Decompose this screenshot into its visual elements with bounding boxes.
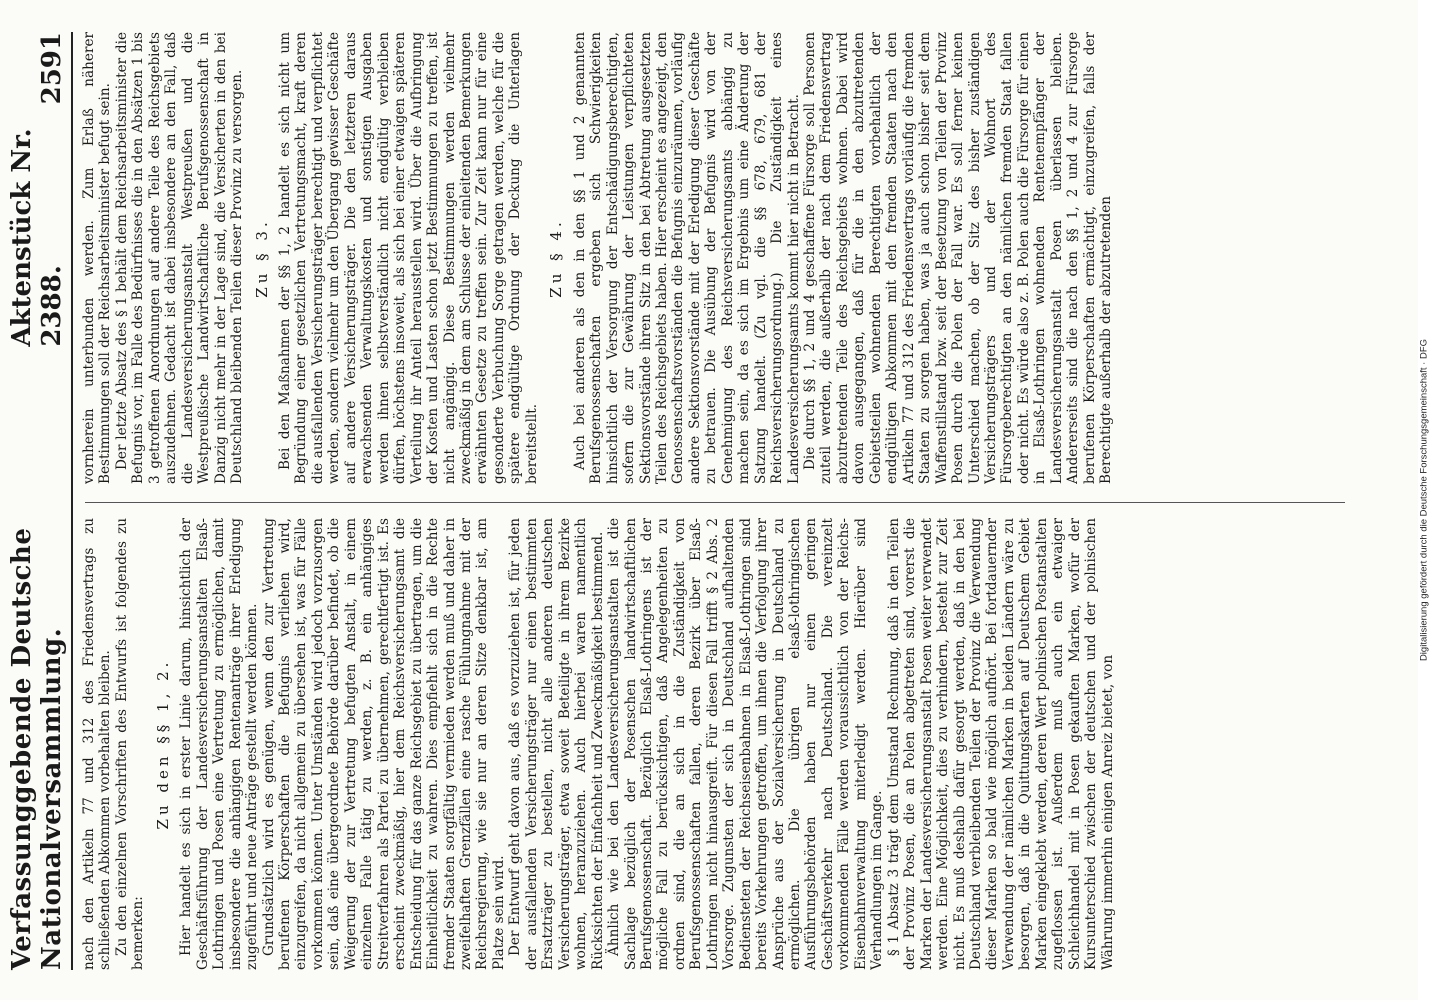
- running-header: [7, 32, 73, 970]
- paragraph: Auch bei anderen als den in den §§ 1 und 2 genannten Berufsgenossenschaften ergeben sich Schwierigkeiten hinsichtlich der Versorgung der Entschädigungsberechtigten, sofern die zur Gewährung der Leistungen verpflichteten Sektionsvorstände ihren Sitz in den bei Abtretung ausgesetzten Teilen des Reichsgebiets haben. Hier erscheint es angezeigt, den Genossenschaftsvorständen die Befugnis einzuräumen, vorläufig andere Sektionsvorstände mit der Erledigung dieser Geschäfte zu betrauen. Die Ausübung der Befugnis wird von der Genehmigung des Reichsversicherungsamts abhängig zu machen sein, da es sich im Ergebnis um eine Änderung der Satzung handelt. (Zu vgl. die §§ 678, 679, 681 der Reichsversicherungsordnung.) Die Zuständigkeit eines Landesversicherungsamts kommt hier nicht in Betracht.: [571, 32, 802, 484]
- paragraph: Ähnlich wie bei den Landesversicherungsanstalten ist die Sachlage bezüglich der Posenschen landwirtschaftlichen Berufsgenossenschaft. Bezüglich Elsaß-Lothringens ist der mögliche Fall zu berücksichtigen, daß Angelegenheiten zu ordnen sind, die an sich in die Zuständigkeit von Berufsgenossenschaften fallen, deren Bezirk über Elsaß-Lothringen nicht hinausgreift. Für diesen Fall trifft § 2 Abs. 2 Vorsorge. Zugunsten der sich in Deutschland aufhaltenden Bediensteten der Reichseisenbahnen in Elsaß-Lothringen sind bereits Vorkehrungen getroffen, um ihnen die Verfolgung ihrer Ansprüche aus der Sozialversicherung in Deutschland zu ermöglichen. Die übrigen elsaß-lothringischen Ausführungsbehörden haben nur einen geringen Geschäftsverkehr nach Deutschland. Die vereinzelt vorkommenden Fälle werden voraussichtlich von der Reichs-Eisenbahnverwaltung miterledigt werden. Hierüber sind Verhandlungen im Gange.: [606, 518, 886, 970]
- paragraph: § 1 Absatz 3 trägt dem Umstand Rechnung, daß in den Teilen der Provinz Posen, die an Polen abgetreten sind, vorerst die Marken der Landesversicherungsanstalt Posen weiter verwendet werden. Eine Möglichkeit, dies zu verhindern, besteht zur Zeit nicht. Es muß deshalb dafür gesorgt werden, daß in den bei Deutschland verbleibenden Teilen der Provinz die Verwendung dieser Marken so bald wie möglich aufhört. Bei fortdauernder Verwendung der nämlichen Marken in beiden Ländern wäre zu besorgen, daß in die Quittungskarten auf Deutschem Gebiet Marken eingeklebt werden, deren Wert polnischen Postanstalten zugeflossen ist. Außerdem muß auch ein etwaiger Schleichhandel mit in Posen gekauften Marken, wofür der Kursunterschied zwischen der deutschen und der polnischen Währung immerhin einigen Anreiz bietet, von: [885, 518, 1116, 970]
- paragraph: Bei den Maßnahmen der §§ 1, 2 handelt es sich nicht um Begründung einer gesetzlichen Vertretungsmacht, kraft deren die ausfallenden Versicherungsträger berechtigt und verpflichtet werden, sondern vielmehr um den Übergang gewisser Geschäfte auf andere Versicherungsträger. Die den letzteren daraus erwachsenden Verwaltungskosten und sonstigen Ausgaben werden ihnen selbstverständlich nicht endgültig verbleiben dürfen, höchstens insoweit, als sich bei einer etwaigen späteren Verteilung ihr Anteil herausstellen wird. Über die Aufbringung der Kosten und Lasten schon jetzt Bestimmungen zu treffen, ist nicht angängig. Diese Bestimmungen werden vielmehr zweckmäßig in dem am Schlusse der einleitenden Bemerkungen erwähnten Gesetze zu treffen sein. Zur Zeit kann nur für eine gesonderte Verbuchung Sorge getragen werden, welche für die spätere endgültige Ordnung der Deckung die Unterlagen bereitstellt.: [276, 32, 540, 484]
- column-divider: [85, 502, 1345, 503]
- paragraph: Grundsätzlich wird es genügen, wenn den zur Vertretung berufenen Körperschaften die Befugnis verliehen wird, einzugreifen, da nicht allgemein zu übersehen ist, was für Fälle vorkommen können. Unter Umständen wird jedoch vorzusorgen sein, daß eine übergeordnete Behörde darüber befindet, ob die Weigerung der zur Vertretung befugten Anstalt, in einem einzelnen Falle tätig zu werden, z. B. ein anhängiges Streitverfahren als Partei zu übernehmen, gerechtfertigt ist. Es erscheint zweckmäßig, hier dem Reichsversicherungsamt die Entscheidung für das ganze Reichsgebiet zu übertragen, um die Einheitlichkeit zu wahren. Dies empfiehlt sich in die Rechte fremder Staaten sorgfältig vermieden werden muß und daher in zweifelhaften Grenzfällen eine rasche Fühlungnahme mit der Reichsregierung, wie sie nur an deren Sitze denkbar ist, am Platze sein wird.: [260, 518, 507, 970]
- document-sheet: [7, 32, 1355, 970]
- section-heading: Zu den §§ 1, 2.: [153, 658, 172, 830]
- right-column: [81, 32, 1355, 484]
- paragraph: Zu den einzelnen Vorschriften des Entwurfs ist folgendes zu bemerken:: [113, 518, 147, 970]
- left-column: [81, 518, 1355, 970]
- section-heading: Zu § 4.: [547, 218, 566, 298]
- header-title: Verfassunggebende Deutsche Nationalversammlung.: [7, 527, 67, 970]
- paragraph: nach den Artikeln 77 und 312 des Friedensvertrags zu schließenden Abkommen vorbehalten bleiben.: [81, 518, 114, 970]
- header-document-number: Aktenstück Nr. 2388.: [7, 128, 67, 347]
- paragraph: Hier handelt es sich in erster Linie darum, hinsichtlich der Geschäftsführung der Landesversicherungsanstalten Elsaß-Lothringen und Posen eine Vertretung zu ermöglichen, damit insbesondere die anhängigen Rentenanträge ihrer Erledigung zugeführt und neue Anträge gestellt werden können.: [178, 518, 261, 970]
- paragraph: Die durch §§ 1, 2 und 4 geschaffene Fürsorge soll Personen zuteil werden, die außerhalb der nach dem Friedensvertrag abzutretenden Teile des Reichsgebiets wohnen. Dabei wird davon ausgegangen, daß für die in den abzutretenden Gebietsteilen wohnenden Berechtigten vorbehaltlich der endgültigen Abkommen mit den fremden Staaten nach den Artikeln 77 und 312 des Friedensvertrags vorläufig die fremden Staaten zu sorgen haben, was ja auch schon bisher seit dem Waffenstillstand bzw. seit der Besetzung von Teilen der Provinz Posen durch die Polen der Fall war. Es soll ferner keinen Unterschied machen, ob der Sitz des bisher zuständigen Versicherungsträgers und der Wohnort des Fürsorgeberechtigten an den nämlichen fremden Staat fallen oder nicht. Es würde also z. B. Polen auch die Fürsorge für einen in Elsaß-Lothringen wohnenden Rentenempfänger der Landesversicherungsanstalt Posen überlassen bleiben. Andererseits sind die nach den §§ 1, 2 und 4 zur Fürsorge berufenen Körperschaften ermächtigt, einzugreifen, falls der Berechtigte außerhalb der abzutretenden: [802, 32, 1115, 484]
- section-heading: Zu § 3.: [252, 218, 271, 298]
- paragraph: Der Entwurf geht davon aus, daß es vorzuziehen ist, für jeden der ausfallenden Versicherungsträger nur einen bestimmten Ersatzträger zu bestellen, nicht alle anderen deutschen Versicherungsträger, etwa soweit Beteiligte in ihrem Bezirke wohnen, heranzuziehen. Auch hierbei waren namentlich Rücksichten der Einfachheit und Zweckmäßigkeit bestimmend.: [507, 518, 606, 970]
- digitization-credit: Digitalisierung gefördert durch die Deutsche Forschungsgemeinschaft · DFG: [1418, 338, 1430, 662]
- page-number: 2591: [37, 32, 67, 105]
- text-columns: [81, 32, 1355, 970]
- paragraph: Der letzte Absatz des § 1 behält dem Reichsarbeitsminister die Befugnis vor, im Falle des Bedürfnisses die in den Absätzen 1 bis 3 getroffenen Anordnungen auf andere Teile des Reichsgebiets auszudehnen. Gedacht ist dabei insbesondere an den Fall, daß die Landesversicherungsanstalt Westpreußen und die Westpreußische Landwirtschaftliche Berufsgenossenschaft in Danzig nicht mehr in der Lage sind, die Versicherten in den bei Deutschland bleibenden Teilen dieser Provinz zu versorgen.: [113, 32, 246, 484]
- paragraph: vornherein unterbunden werden. Zum Erlaß näherer Bestimmungen soll der Reichsarbeitsminister befugt sein.: [81, 32, 114, 484]
